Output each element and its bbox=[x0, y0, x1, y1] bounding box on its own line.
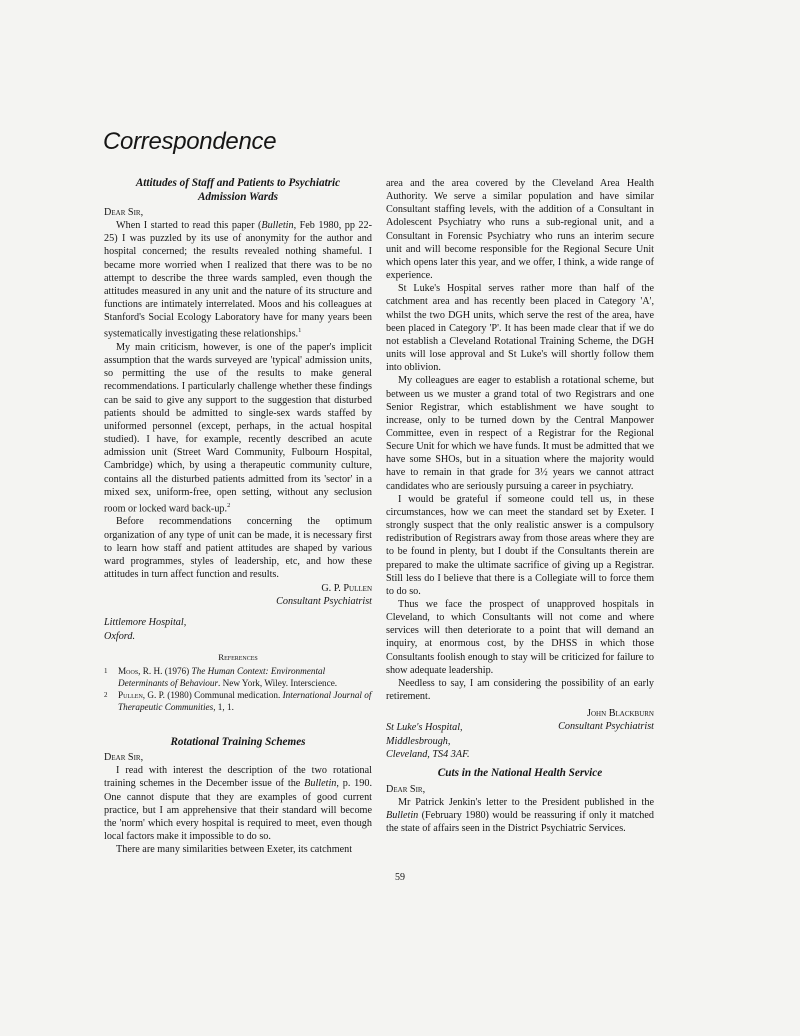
reference-item: 1 Moos, R. H. (1976) The Human Context: Environmental Determinants of Behaviour. New York, Wiley. Interscience. bbox=[104, 666, 338, 688]
paragraph: St Luke's Hospital serves rather more than half of the catchment area and has recently been placed in Category 'A', whilst the two DGH units, which serve the rest of the area, have been placed in Category 'P'. It has been made clear that if we do not establish a Cleveland Rotational Training Scheme, the DGH units will lose approval and St Luke's will shortly follow them into oblivion. bbox=[386, 283, 654, 374]
paragraph: Mr Patrick Jenkin's letter to the President published in the Bulletin (February 1980) would be reassuring if only it matched the state of affairs seen in the District Psychiatric Services. bbox=[386, 796, 654, 835]
signature-name: John Blackburn bbox=[587, 708, 654, 720]
letter-heading-attitudes: Attitudes of Staff and Patients to Psychiatric Admission Wards bbox=[135, 177, 341, 203]
footnote-marker: 2 bbox=[227, 501, 231, 509]
paragraph: There are many similarities between Exeter, its catchment bbox=[116, 844, 353, 856]
footnote-marker: 1 bbox=[298, 327, 302, 335]
salutation: Dear Sir, bbox=[104, 207, 144, 218]
signature-name: G. P. Pullen bbox=[321, 583, 372, 595]
sender-address: Littlemore Hospital, Oxford. bbox=[104, 617, 187, 642]
paragraph: Needless to say, I am considering the possibility of an early retirement. bbox=[386, 677, 654, 703]
paragraph: My main criticism, however, is one of the paper's implicit assumption that the wards surveyed are 'typical' admission units, so permitting the use of the results to make general recommendations. I particularly challenge whether these findings can be said to give any support to the suggestion that disturbed patients should be admitted to single-sex wards staffed by uniformed personnel (except, perhaps, in the actual hospital studied). I have, for example, recently described an acute admission unit (Street Ward Community, Fulbourn Hospital, Cambridge) which, by using a therapeutic community culture, contains all the disturbed patients admitted from its 'sector' in a mixed sex, uniform-free, open setting, without any seclusion room or locked ward back-up.$^2$ bbox=[104, 341, 372, 515]
salutation: Dear Sir, bbox=[104, 752, 144, 764]
paragraph: Before recommendations concerning the optimum organization of any type of unit can be made, it is necessary first to learn how staff and patient attitudes are shaped by various ward programmes, styles of leadership, etc, and how these attitudes in turn affect function and results. bbox=[104, 516, 372, 580]
page-title: Correspondence bbox=[103, 128, 277, 155]
reference-item: 2 Pullen, G. P. (1980) Communal medication. International Journal of Therapeutic Communities, 1, 1. bbox=[104, 690, 372, 712]
paragraph: area and the area covered by the Cleveland Area Health Authority. We serve a similar population and have similar Consultant staffing levels, with the addition of a Consultant in Adolescent Psychiatry who runs a sub-regional unit, and a Consultant in Forensic Psychiatry who runs an interim secure unit and will become responsible for the Regional Secure Unit which opens later this year, and we offer, I think, a wide range of experience. bbox=[386, 178, 654, 282]
page-number: 59 bbox=[395, 872, 405, 883]
signature-block bbox=[386, 707, 654, 760]
paragraph: I would be grateful if someone could tell us, in these circumstances, how we can meet the standard set by Exeter. I strongly suspect that the only realistic answer is a compulsory redistribution of Registrars away from those areas where they are to be found in plenty, but I doubt if the Consultants therein are prepared to make the ultimate sacrifice of giving up a Registrar. Still less do I believe that there is a Collegiate will to force them to do so. bbox=[386, 493, 654, 597]
letter-heading-cuts: Cuts in the National Health Service bbox=[437, 767, 603, 780]
paragraph: My colleagues are eager to establish a rotational scheme, but between us we muster a grand total of two Registrars and one Senior Registrar, which establishment we have sought to increase, only to be turned down by the Central Manpower Committee, even in respect of a Registrar for the Regional Secure Unit for which we have funds. It must be admitted that we have some SHOs, but in a situation where the majority would have to remain in that grade for 3½ years we cannot attract candidates who are seriously pursuing a career in psychiatry. bbox=[386, 375, 654, 492]
salutation: Dear Sir, bbox=[386, 783, 426, 795]
paragraph: When I started to read this paper (Bulletin, Feb 1980, pp 22-25) I was puzzled by its use of anonymity for the author and hospital concerned; the results revealed nothing shameful. I became more worried when I realized that there was to be no attempt to describe the three wards sampled, even though the attitudes measured in any unit and the nature of its structure and functions are intimately interrelated. Moos and his colleagues at Stanford's Social Ecology Laboratory have for many years been systematically investigating these relationships.$^1$ bbox=[104, 220, 372, 340]
references-heading: References bbox=[218, 652, 258, 663]
right-column bbox=[386, 177, 654, 835]
sender-address: St Luke's Hospital, Middlesbrough, Cleveland, TS4 3AF. bbox=[386, 722, 470, 760]
paragraph: Thus we face the prospect of unapproved hospitals in Cleveland, to which Consultants will not come and where services will then deteriorate to a point that will demand an inquiry, at enormous cost, by the DHSS in which those Consultants foolish enough to stay will be criticized for failure to show adequate leadership. bbox=[386, 599, 654, 676]
paragraph: I read with interest the description of the two rotational training schemes in the December issue of the Bulletin, p. 190. One cannot dispute that they are examples of good current practice, but I am apprehensive that their standard will become the 'norm' which every hospital is required to meet, even though local factors make it impossible to do so. bbox=[104, 765, 373, 843]
signature-title: Consultant Psychiatrist bbox=[558, 721, 654, 733]
left-column bbox=[104, 177, 372, 856]
letter-heading-rotational: Rotational Training Schemes bbox=[170, 735, 306, 748]
signature-title: Consultant Psychiatrist bbox=[276, 596, 372, 608]
